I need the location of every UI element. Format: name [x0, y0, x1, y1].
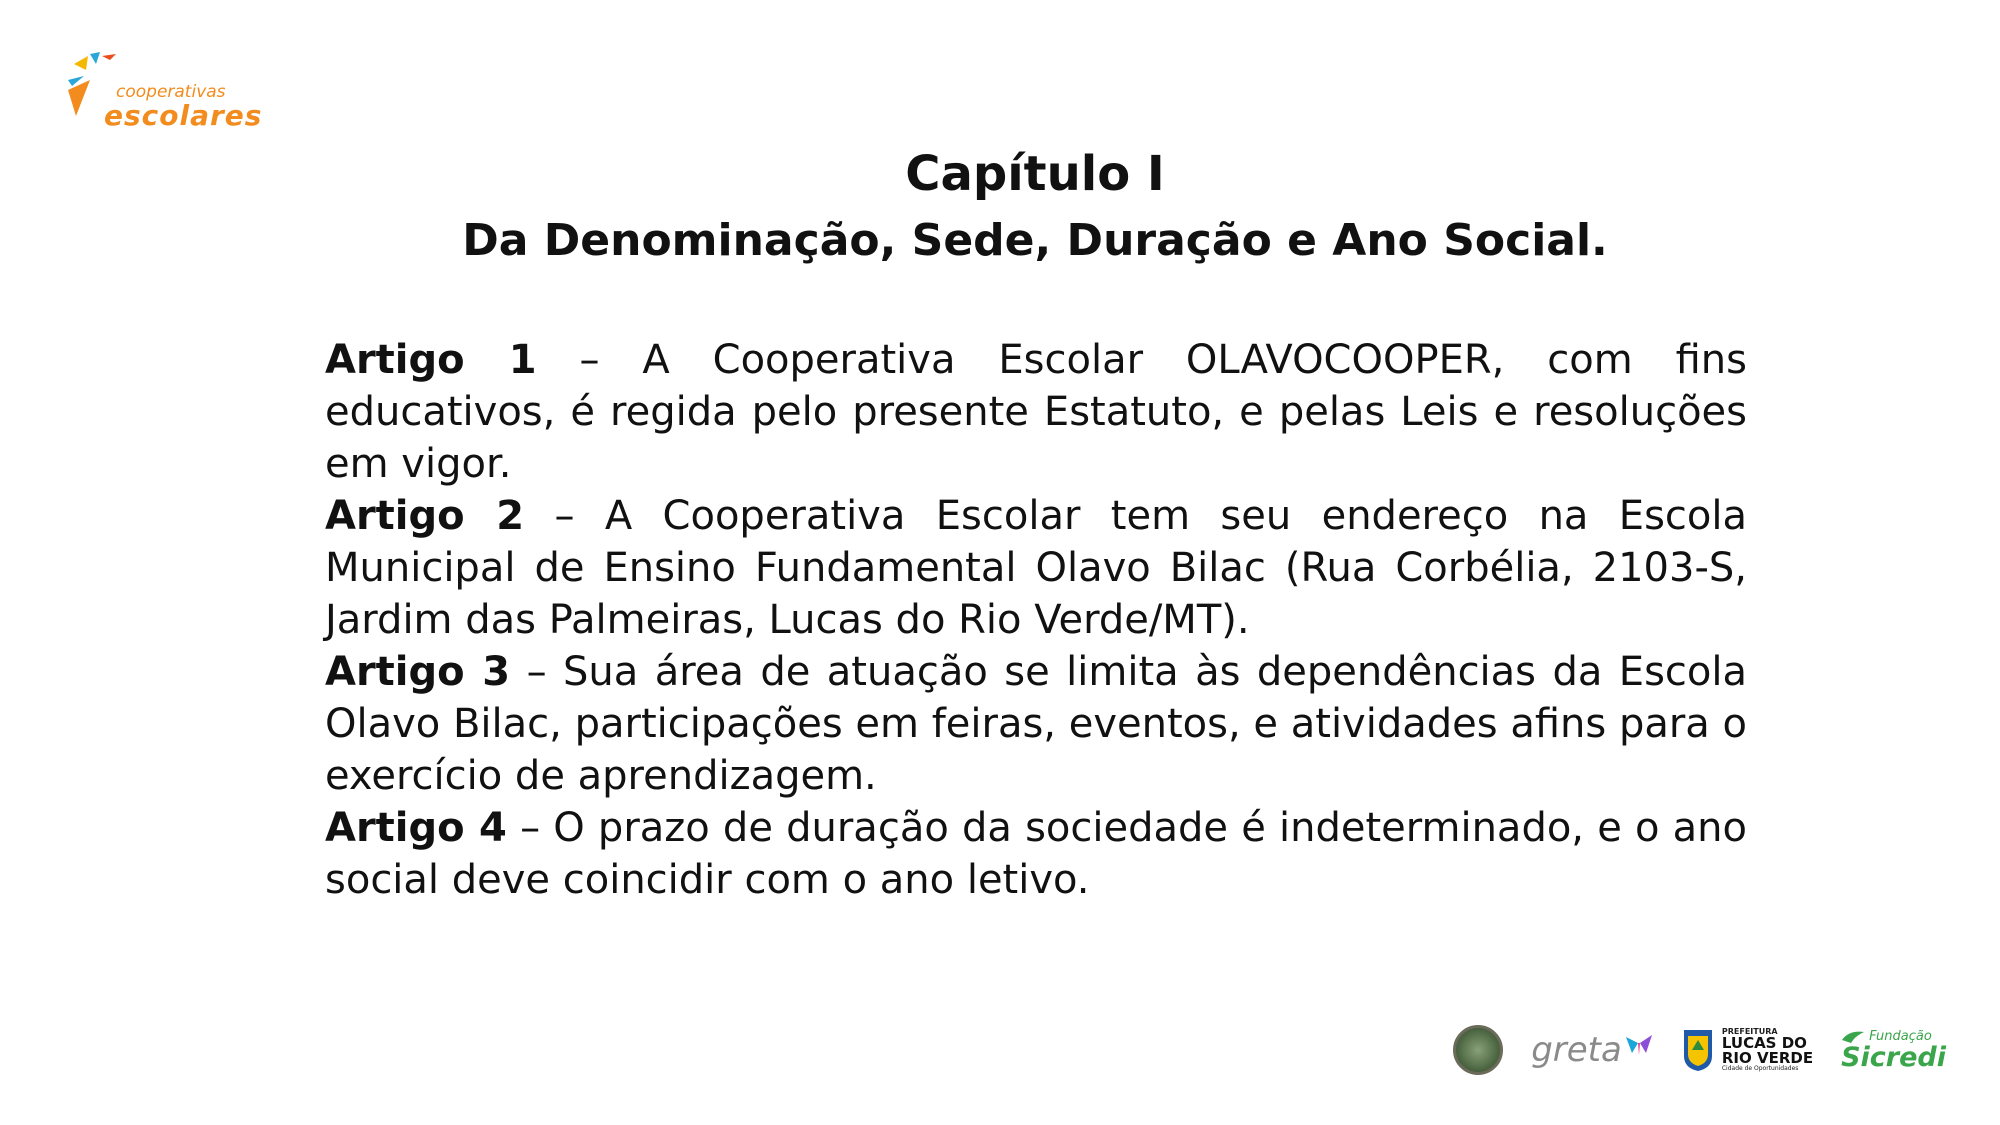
greta-wordmark: greta	[1531, 1030, 1622, 1070]
article-3	[325, 646, 1747, 802]
logo-text-cooperativas: cooperativas	[116, 82, 226, 102]
article-2-text: – A Cooperativa Escolar tem seu endereço na Escola Municipal de Ensino Fundamental Olavo Bilac (Rua Corbélia, 2103-S, Jardim das Palmeiras, Lucas do Rio Verde/MT).	[325, 493, 1748, 643]
articles-body	[325, 334, 1747, 906]
cooperativas-escolares-logo	[66, 50, 266, 140]
article-4-label: Artigo 4	[325, 805, 507, 851]
sicredi-wordmark: Sicredi	[1841, 1041, 1946, 1073]
fundacao-sicredi-logo	[1841, 1030, 1946, 1071]
chapter-title: Capítulo I	[905, 146, 1165, 202]
greta-butterfly-icon	[1624, 1033, 1654, 1057]
article-2	[325, 490, 1747, 646]
article-1-label: Artigo 1	[325, 337, 537, 383]
partner-logos	[1453, 1018, 1946, 1082]
prefeitura-tagline: Cidade de Oportunidades	[1721, 1065, 1799, 1072]
municipal-seal-icon	[1453, 1025, 1503, 1075]
article-4-text: – O prazo de duração da sociedade é indeterminado, e o ano social deve coincidir com o ano letivo.	[325, 805, 1748, 903]
prefeitura-label: PREFEITURA	[1721, 1027, 1778, 1036]
fundacao-label: Fundação	[1869, 1029, 1932, 1044]
chapter-subtitle: Da Denominação, Sede, Duração e Ano Social.	[462, 215, 1608, 266]
prefeitura-name-line1: LUCAS DO	[1721, 1034, 1807, 1052]
article-3-label: Artigo 3	[325, 649, 511, 695]
prefeitura-lucas-logo	[1682, 1028, 1813, 1072]
prefeitura-name-line2: RIO VERDE	[1721, 1049, 1814, 1067]
prefeitura-shield-icon	[1682, 1028, 1714, 1072]
article-2-label: Artigo 2	[325, 493, 525, 539]
logo-text-escolares: escolares	[104, 99, 263, 132]
article-1-text: – A Cooperativa Escolar OLAVOCOOPER, com fins educativos, é regida pelo presente Estatuto, e pelas Leis e resoluções em vigor.	[325, 337, 1747, 487]
article-3-text: – Sua área de atuação se limita às dependências da Escola Olavo Bilac, participações em feiras, eventos, e atividades afins para o exercício de aprendizagem.	[325, 649, 1748, 799]
article-1	[325, 334, 1747, 490]
greta-logo	[1531, 1030, 1654, 1070]
article-4	[325, 802, 1747, 906]
